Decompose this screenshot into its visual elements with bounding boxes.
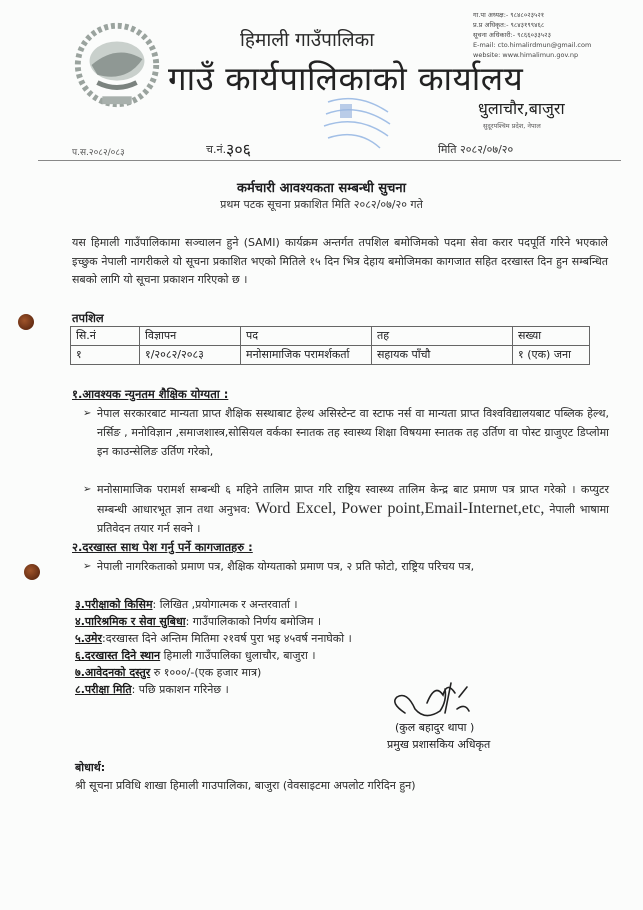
age-requirement: ५.उमेर:दरखास्त दिने अन्तिम मितिमा २१वर्ष पुरा भइ ४५वर्ष ननाघेको । [75, 632, 352, 645]
col-header-count: सख्या [513, 327, 590, 346]
cc-recipient: श्री सूचना प्रविधि शाखा हिमाली गाउपालिका, बाजुरा (वेवसाइटमा अपलोट गरिदिन हुन) [75, 779, 416, 792]
remuneration: ४.पारिश्रमिक र सेवा सुबिधा: गाउँपालिकाको निर्णय बमोजिम । [75, 615, 322, 628]
fiscal-year: प.स.२०८२/०८३ [72, 148, 125, 158]
cell-sn: १ [71, 346, 140, 365]
province: सुदूरपश्चिम प्रदेश, नेपाल [483, 122, 541, 130]
qualification-heading: १.आवश्यक न्युनतम शैक्षिक योग्यता : [72, 387, 229, 401]
organization-name: हिमाली गाउँपालिका [240, 29, 375, 51]
cell-advert: १/२०८२/२०८३ [140, 346, 241, 365]
letter-date: मिति २०८२/०७/२० [438, 143, 514, 156]
header-divider [38, 160, 621, 161]
col-header-post: पद [241, 327, 372, 346]
table-caption: तपशिल [72, 311, 104, 325]
signatory-role: प्रमुख प्रशासकिय अधिकृत [387, 738, 491, 751]
reference-row [40, 142, 613, 162]
cell-post: मनोसामाजिक परामर्शकर्ता [241, 346, 372, 365]
col-header-sn: सि.नं [71, 327, 140, 346]
col-header-level: तह [372, 327, 513, 346]
office-address: धुलाचौर,बाजुरा [478, 99, 565, 118]
arrow-bullet-icon: ➢ [83, 561, 92, 572]
arrow-bullet-icon: ➢ [83, 408, 92, 419]
qualification-bullet-1: ➢ नेपाल सरकारबाट मान्यता प्राप्त शैक्षिक सस्थाबाट हेल्थ असिस्टेन्ट वा स्टाफ नर्स वा मान्यता प्राप्त विश्वविद्यालयबाट पब्लिक हेल्थ, नर्सिङ , मनोविज्ञान ,समाजशास्त्र,सोसियल वर्कका स्नातक तह स्वास्थ्य शिक्षा विषयमा स्नातक तह उर्तिण वा पोस्ट ग्राजुएट डिप्लोमा इन काउन्सेलिङ उर्तिण गरेको, [97, 404, 609, 461]
contact-email: E-mail: cto.himalirdmun@gmail.com [473, 41, 592, 49]
qualification-bullet-2: ➢ मनोसामाजिक परामर्श सम्बन्धी ६ महिने तालिम प्राप्त गरि राष्ट्रिय स्वास्थ्य तालिम केन्द्र बाट प्रमाण पत्र प्राप्त गरेको । कप्युटर सम्बन्धी आधारभूत ज्ञान तथा अनुभव: Word Excel, Power point,Email-Internet,etc, नेपाली भाषामा प्रतिवेदन तयार गर्न सक्ने । [97, 480, 609, 538]
documents-heading: २.दरखास्त साथ पेश गर्नु पर्ने कागजातहरु : [72, 540, 253, 554]
contact-info-officer: सूचना अधिकारी:- ९८६६०३३५२३ [473, 31, 551, 39]
nepal-emblem-logo [68, 14, 166, 112]
notice-subtitle: प्रथम पटक सूचना प्रकाशित मिति २०८२/०७/२० गते [220, 198, 423, 211]
col-header-advert: विज्ञापन [140, 327, 241, 346]
application-place: ६.दरखास्त दिने स्थान हिमाली गाउँपालिका धुलाचौर, बाजुरा । [75, 649, 316, 662]
signatory-name: (कुल बहादुर थापा ) [395, 721, 475, 734]
vacancy-table [70, 326, 590, 365]
punch-hole-top [18, 314, 34, 330]
arrow-bullet-icon: ➢ [83, 484, 92, 495]
notice-intro: यस हिमाली गाउँपालिकामा सञ्चालन हुने (SAMI) कार्यक्रम अन्तर्गत तपशिल बमोजिमको पदमा सेवा करार पदपूर्ति गरिने भएकाले इच्छुक नेपाली नागरीकले यो सूचना प्रकाशित भएको मितिले १५ दिन भित्र देहाय बमोजिमका कागजात सहित दरखास्त दिन हुन सम्बन्धित सबको लागि यो सूचना प्रकाशन गरिएको छ । [72, 236, 608, 286]
application-fee: ७.आवेदनको दस्तुर रु १०००/-(एक हजार मात्र) [75, 666, 262, 679]
cell-count: १ (एक) जना [513, 346, 590, 365]
cell-level: सहायक पाँचौ [372, 346, 513, 365]
exam-date: ८.परीक्षा मिति: पछि प्रकाशन गरिनेछ । [75, 683, 229, 696]
cc-heading: बोधार्थ: [75, 761, 106, 774]
table-header-row [71, 327, 590, 346]
documents-bullet: ➢ नेपाली नागरिकताको प्रमाण पत्र, शैक्षिक योग्यताको प्रमाण पत्र, २ प्रति फोटो, राष्ट्रिय परिचय पत्र, [97, 557, 609, 576]
contact-website: website: www.himalimun.gov.np [473, 51, 579, 59]
contact-cao: प्र.प्र अधिकृत:- ९८४३१९९४६८ [473, 21, 545, 29]
contact-chairperson: गा.पा अध्यक्ष:- ९८४८०२३५२१ [473, 11, 545, 19]
letter-number-label: च.नं. [206, 143, 227, 156]
contact-block [473, 10, 591, 60]
letter-number: ३०६ [226, 140, 251, 159]
office-title: गाउँ कार्यपालिकाको कार्यालय [168, 59, 524, 98]
punch-hole-bottom [24, 564, 40, 580]
table-row [71, 346, 590, 365]
notice-title: कर्मचारी आवश्यकता सम्बन्धी सुचना [236, 181, 406, 196]
exam-type: ३.परीक्षाको किसिम: लिखित ,प्रयोगात्मक र अन्तरवार्ता । [75, 598, 298, 611]
